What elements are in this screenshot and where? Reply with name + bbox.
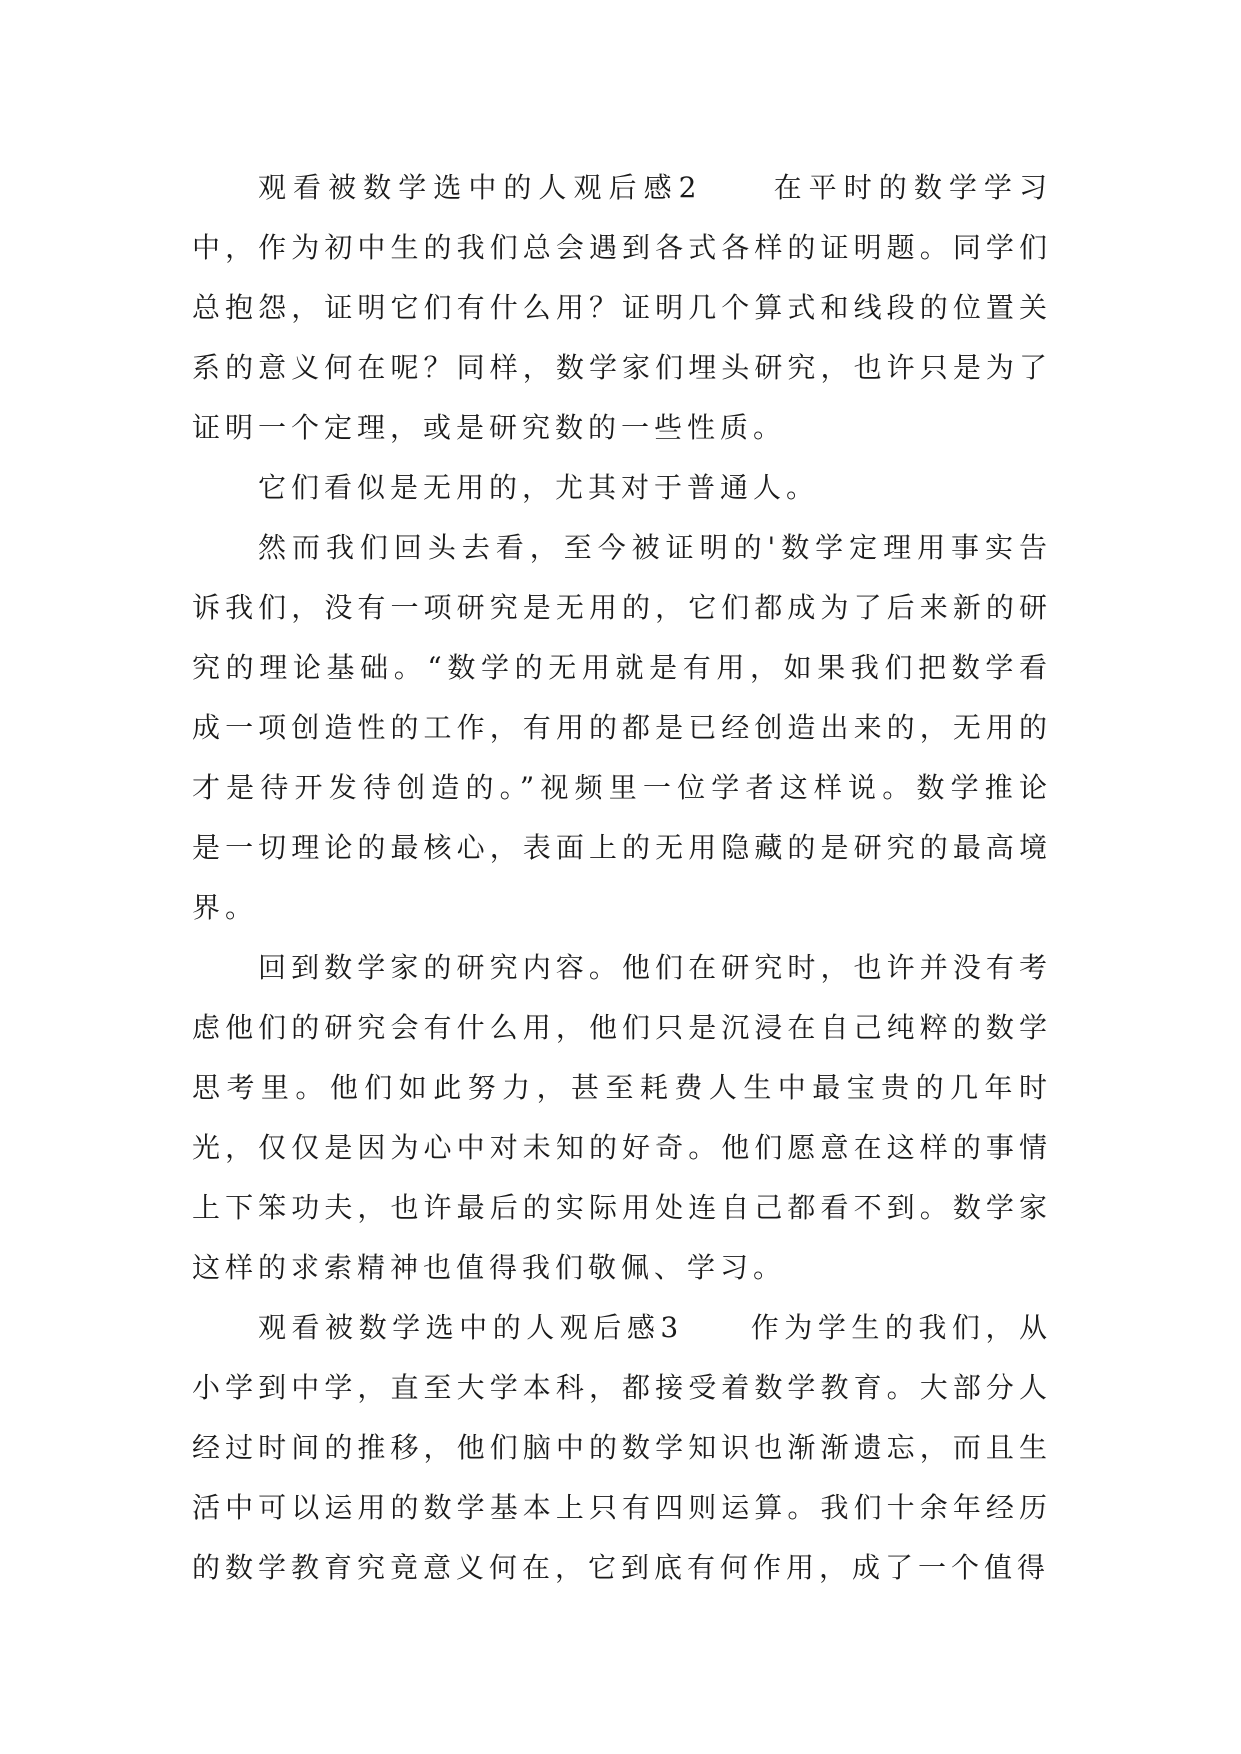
document-body (192, 158, 1052, 1598)
paragraph: 它们看似是无用的，尤其对于普通人。 (258, 471, 820, 504)
paragraph: 然而我们回头去看，至今被证明的'数学定理用事实告诉我们，没有一项研究是无用的，它们都成为了后来新的研究的理论基础。“数学的无用就是有用，如果我们把数学看成一项创造性的工作，有用的都是已经创造出来的，无用的才是待开发待创造的。”视频里一位学者这样说。数学推论是一切理论的最核心，表面上的无用隐藏的是研究的最高境界。 (192, 531, 1052, 924)
paragraph: 观看被数学选中的人观后感2 在平时的数学学习中，作为初中生的我们总会遇到各式各样的证明题。同学们总抱怨，证明它们有什么用？证明几个算式和线段的位置关系的意义何在呢？同样，数学家们埋头研究，也许只是为了证明一个定理，或是研究数的一些性质。 (192, 171, 1052, 444)
paragraph: 回到数学家的研究内容。他们在研究时，也许并没有考虑他们的研究会有什么用，他们只是沉浸在自己纯粹的数学思考里。他们如此努力，甚至耗费人生中最宝贵的几年时光，仅仅是因为心中对未知的好奇。他们愿意在这样的事情上下笨功夫，也许最后的实际用处连自己都看不到。数学家这样的求索精神也值得我们敬佩、学习。 (192, 951, 1052, 1284)
paragraph: 观看被数学选中的人观后感3 作为学生的我们，从小学到中学，直至大学本科，都接受着数学教育。大部分人经过时间的推移，他们脑中的数学知识也渐渐遗忘，而且生活中可以运用的数学基本上只有四则运算。我们十余年经历的数学教育究竟意义何在，它到底有何作用，成了一个值得 (192, 1311, 1052, 1584)
